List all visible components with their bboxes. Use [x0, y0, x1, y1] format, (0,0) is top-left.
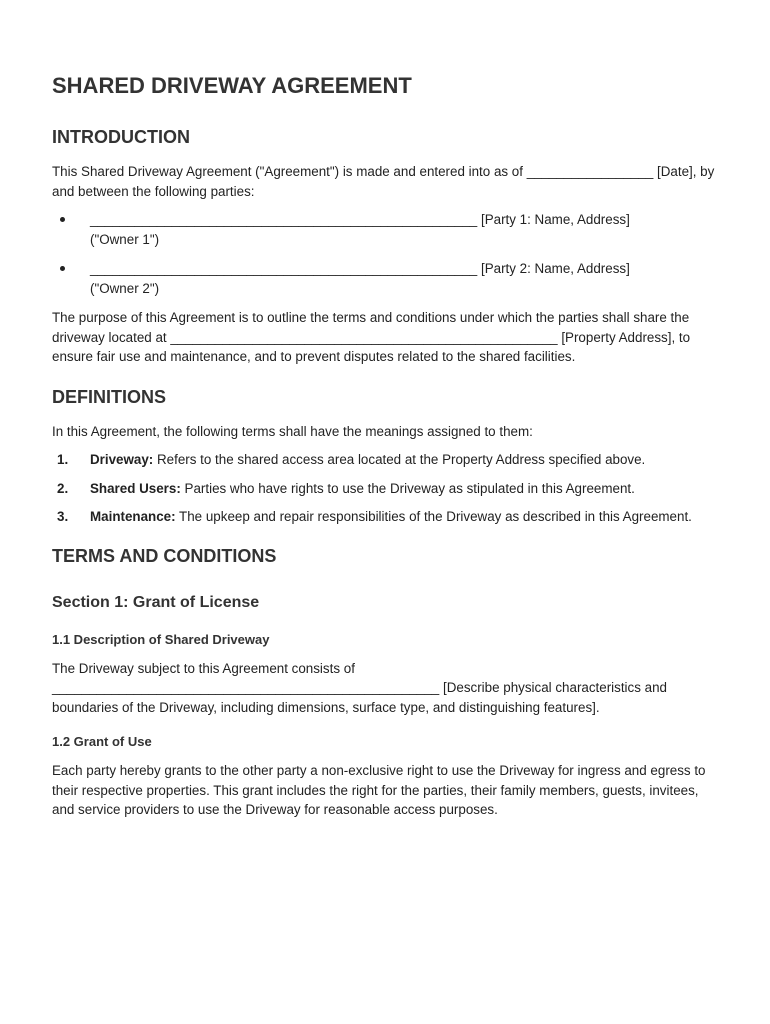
subsection-1-2-heading: 1.2 Grant of Use: [52, 734, 152, 749]
definitions-intro: In this Agreement, the following terms shall have the meanings assigned to them:: [52, 423, 533, 439]
bullet-icon: [60, 266, 65, 271]
definition-text: The upkeep and repair responsibilities of the Driveway as described in this Agreement.: [175, 509, 692, 524]
purpose-paragraph: The purpose of this Agreement is to outline the terms and conditions under which the parties shall share the driveway located at ____________________________________________________ [Property Address], to ensure fair use and maintenance, and to prevent disputes related to the shared facilities.: [52, 310, 691, 364]
subsection-1-2-text: Each party hereby grants to the other party a non-exclusive right to use the Driveway for ingress and egress to their respective properties. This grant includes the right for the parties, their family members, guests, invitees, and service providers to use the Driveway for reasonable access purposes.: [52, 763, 706, 817]
definitions-list: [52, 450, 722, 527]
document-page: [52, 72, 722, 829]
definition-text: Parties who have rights to use the Driveway as stipulated in this Agreement.: [180, 480, 635, 496]
subsection-1-1-heading: 1.1 Description of Shared Driveway: [52, 631, 270, 647]
subsection-1-1-text: The Driveway subject to this Agreement consists of ____________________________________________________ [Describe physical characteristics and boundaries of the Driveway, including dimensions, surface type, and distinguishing features].: [52, 660, 667, 715]
party-line: ____________________________________________________ [Party 2: Name, Address]: [90, 261, 630, 276]
party-line: ____________________________________________________ [Party 1: Name, Address]: [90, 212, 630, 227]
definition-item: [52, 507, 722, 527]
terms-heading: TERMS AND CONDITIONS: [52, 545, 277, 566]
definition-item: [52, 450, 722, 470]
section1-heading: Section 1: Grant of License: [52, 593, 260, 611]
definitions-heading: DEFINITIONS: [52, 386, 167, 407]
parties-list: [52, 210, 722, 298]
definition-term: Shared Users:: [90, 480, 181, 496]
party-label: ("Owner 2"): [90, 280, 160, 296]
definition-term: Driveway:: [90, 452, 154, 467]
definition-item: [52, 479, 722, 499]
definition-number: 2.: [57, 480, 69, 496]
definition-term: Maintenance:: [90, 509, 176, 524]
bullet-icon: [60, 217, 65, 222]
document-title: SHARED DRIVEWAY AGREEMENT: [52, 73, 412, 98]
definition-text: Refers to the shared access area located at the Property Address specified above.: [153, 452, 646, 467]
introduction-paragraph: This Shared Driveway Agreement ("Agreement") is made and entered into as of _________________ [Date], by and between the following parties:: [52, 164, 715, 199]
introduction-heading: INTRODUCTION: [52, 127, 190, 147]
party-item: [52, 259, 722, 298]
party-label: ("Owner 1"): [90, 231, 160, 247]
definition-number: 1.: [57, 452, 69, 467]
definition-number: 3.: [57, 509, 69, 524]
party-item: [52, 210, 722, 249]
